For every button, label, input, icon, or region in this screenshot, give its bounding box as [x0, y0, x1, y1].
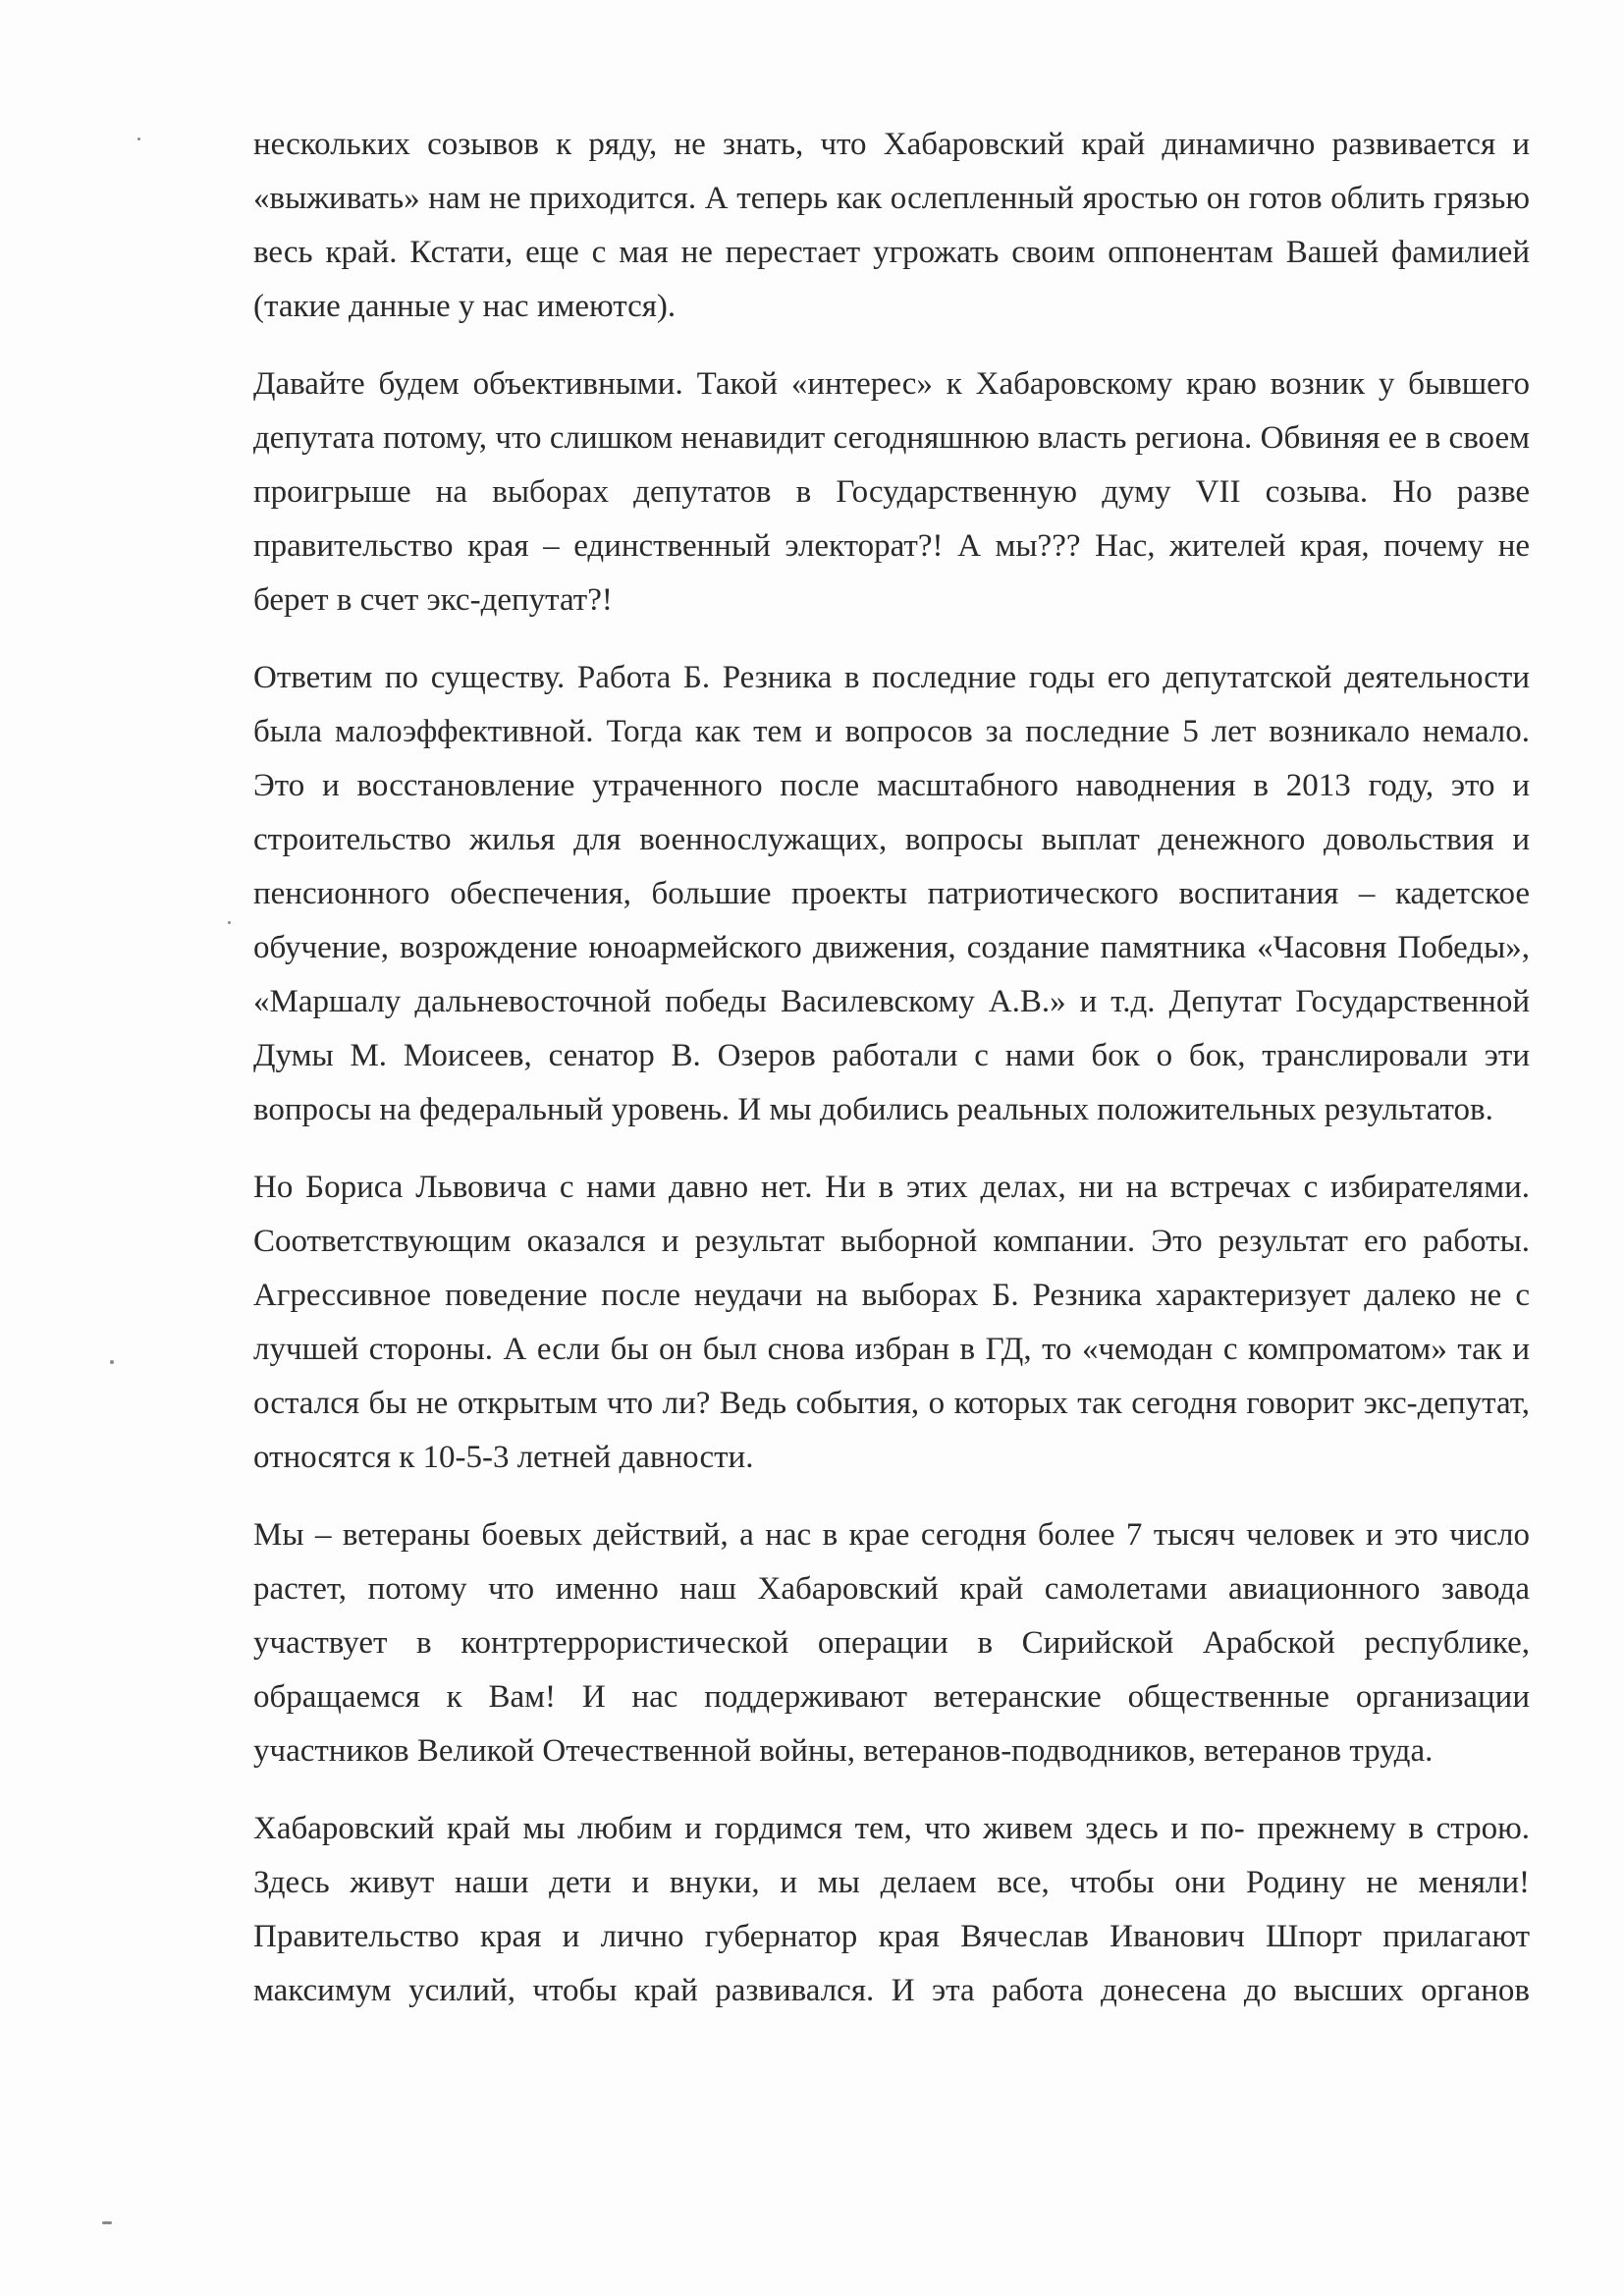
text-line: весь край. Кстати, еще с мая не перестает угрожать своим оппонентам Вашей фамилией — [253, 235, 1530, 270]
text-line: Соответствующим оказался и результат выборной компании. Это результат его работы. — [253, 1224, 1530, 1259]
paragraph-5 — [253, 1508, 1530, 1778]
text-line: «выживать» нам не приходится. А теперь как ослепленный яростью он готов облить грязью — [253, 181, 1530, 216]
text-line: остался бы не открытым что ли? Ведь события, о которых так сегодня говорит экс-депутат, — [253, 1386, 1530, 1421]
text-line: была малоэффективной. Тогда как тем и вопросов за последние 5 лет возникало немало. — [253, 714, 1530, 749]
text-line: проигрыше на выборах депутатов в Государственную думу VII созыва. Но разве — [253, 474, 1530, 510]
paragraph-3 — [253, 651, 1530, 1137]
text-line: растет, потому что именно наш Хабаровский край самолетами авиационного завода — [253, 1571, 1530, 1607]
text-line: правительство края – единственный электорат?! А мы??? Нас, жителей края, почему не — [253, 528, 1530, 564]
scan-speck — [110, 1360, 114, 1364]
text-line: обучение, возрождение юноармейского движения, создание памятника «Часовня Победы», — [253, 930, 1530, 965]
text-line: Хабаровский край мы любим и гордимся тем, что живем здесь и по- прежнему в строю. — [253, 1811, 1530, 1846]
text-line: Агрессивное поведение после неудачи на выборах Б. Резника характеризует далеко не с — [253, 1278, 1530, 1313]
scan-speck — [102, 2221, 112, 2224]
text-line: Ответим по существу. Работа Б. Резника в последние годы его депутатской деятельности — [253, 660, 1530, 695]
scan-speck — [228, 921, 231, 924]
text-line: участвует в контртеррористической операции в Сирийской Арабской республике, — [253, 1625, 1530, 1661]
paragraph-1 — [253, 118, 1530, 334]
text-line: Это и восстановление утраченного после масштабного наводнения в 2013 году, это и — [253, 768, 1530, 803]
text-line: лучшей стороны. А если бы он был снова избран в ГД, то «чемодан с компроматом» так и — [253, 1332, 1530, 1367]
letter-body — [253, 118, 1530, 2042]
paragraph-2 — [253, 357, 1530, 628]
text-line: нескольких созывов к ряду, не знать, что Хабаровский край динамично развивается и — [253, 127, 1530, 162]
text-line: (такие данные у нас имеются). — [253, 289, 677, 324]
scan-speck — [137, 137, 140, 140]
text-line: максимум усилий, чтобы край развивался. И эта работа донесена до высших органов — [253, 1973, 1530, 2008]
text-line: Давайте будем объективными. Такой «интерес» к Хабаровскому краю возник у бывшего — [253, 366, 1530, 402]
text-line: Но Бориса Львовича с нами давно нет. Ни в этих делах, ни на встречах с избирателями. — [253, 1170, 1530, 1205]
text-line: «Маршалу дальневосточной победы Василевскому А.В.» и т.д. Депутат Государственной — [253, 984, 1530, 1019]
text-line: строительство жилья для военнослужащих, вопросы выплат денежного довольствия и — [253, 822, 1530, 857]
paragraph-6 — [253, 1802, 1530, 2018]
text-line: пенсионного обеспечения, большие проекты патриотического воспитания – кадетское — [253, 876, 1530, 911]
paragraph-4 — [253, 1161, 1530, 1485]
text-line: относятся к 10-5-3 летней давности. — [253, 1440, 754, 1475]
text-line: Мы – ветераны боевых действий, а нас в крае сегодня более 7 тысяч человек и это число — [253, 1517, 1530, 1553]
text-line: Правительство края и лично губернатор края Вячеслав Иванович Шпорт прилагают — [253, 1919, 1530, 1954]
text-line: депутата потому, что слишком ненавидит сегодняшнюю власть региона. Обвиняя ее в своем — [253, 420, 1530, 456]
text-line: обращаемся к Вам! И нас поддерживают ветеранские общественные организации — [253, 1679, 1530, 1715]
text-line: Думы М. Моисеев, сенатор В. Озеров работали с нами бок о бок, транслировали эти — [253, 1038, 1530, 1073]
text-line: берет в счет экс-депутат?! — [253, 582, 613, 618]
text-line: Здесь живут наши дети и внуки, и мы делаем все, чтобы они Родину не меняли! — [253, 1865, 1530, 1900]
text-line: вопросы на федеральный уровень. И мы добились реальных положительных результатов. — [253, 1092, 1493, 1127]
text-line: участников Великой Отечественной войны, ветеранов-подводников, ветеранов труда. — [253, 1733, 1434, 1769]
